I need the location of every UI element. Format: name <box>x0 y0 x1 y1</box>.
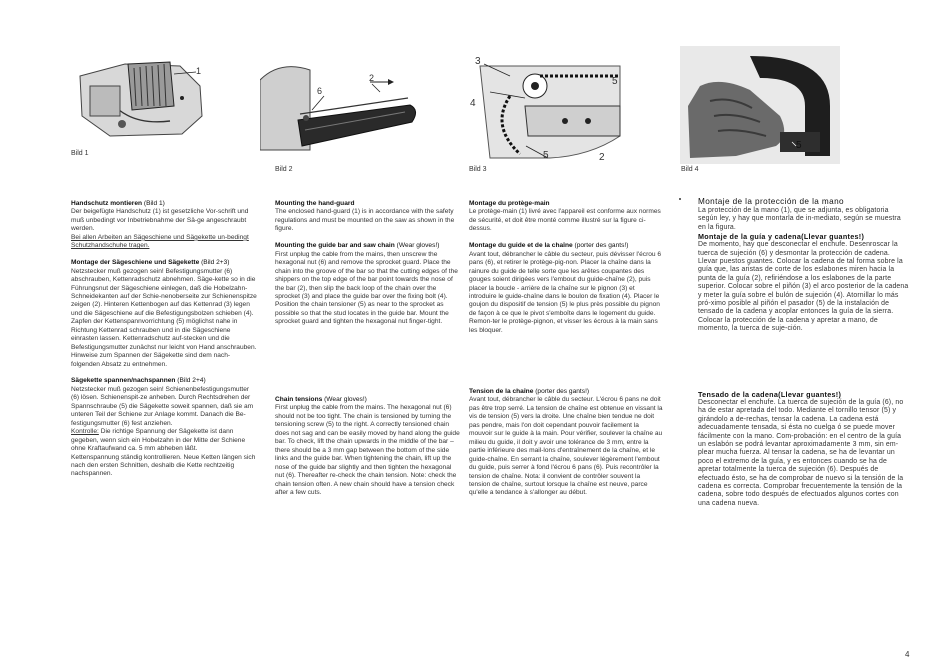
paragraph: Hinweise zum Spannen der Sägekette sind dem nach-folgenden Absatz zu entnehmen. <box>71 352 231 368</box>
paragraph: First unplug the cable from the mains. The hexagonal nut (6) should not be too tight. The chain is tensioned by turning the tensioning screw (5) to the right. A correctly tensioned chain does not sag and can be easily moved by hand along the guide bar. To check, lift the chain upwards in the middle of the bar – there should be a 3 mm gap between the bottom of the side links and the guide bar. When tightening the chain, lift up the nose of the guide bar slightly and then tighten the hexagonal nut (6). Thereafter re-check the chain tension. Note: check the chain tension often. A new chain should have a tension check after a few cuts. <box>275 404 460 496</box>
warning-paragraph: Bei allen Arbeiten an Sägeschiene und Sägekette un-bedingt Schutzhandschuhe tragen. <box>71 233 249 250</box>
paragraph: Kettenspannung ständig kontrollieren. Neue Ketten längen sich nach den ersten Schnitten, deshalb die Kette rechtzeitig nachspannen. <box>71 453 256 478</box>
paragraph: Netzstecker muß gezogen sein! Befestigungsmutter (6) abschrauben, Kettenradschutz abnehmen. Säge-kette so in die Führungsnut der Sägeschiene einlegen, daß die Hobelzahn-Schneidekanten auf der Schie-nenoberseite zur Schienenspitze zeigen (2). Hinteren Kettenbogen auf das Kettenrad (3) legen und die Sägeschiene auf die Befestigungsbolzen schieben (4). Zapfen der Kettenspannvorrichtung (5) möglichst nahe in Richtung Kettenrad schrauben und in die Sägeschiene einrasten lassen. Kettenradschutz auf-stecken und die Befestigungsmutter zunächst nur leicht von Hand anschrauben. <box>71 267 257 351</box>
callout-label: 3 <box>475 56 481 67</box>
section-heading: Chain tensions (Wear gloves!) <box>275 396 367 403</box>
column-spanish-2 <box>698 390 910 508</box>
column-german <box>71 200 259 479</box>
page-number: 4 <box>905 650 910 659</box>
callout-label: 6 <box>317 86 323 96</box>
column-spanish <box>698 197 910 334</box>
column-french <box>469 200 663 335</box>
callout-label: 2 <box>369 73 375 83</box>
paragraph: First unplug the cable from the mains, then unscrew the hexagonal nut (6) and remove the sprocket guard. Place the chain into the groove of the bar so that the cutting edges of the shippers on the top edge of the bar point towards the nose of the bar (2), then slip the back loop of the chain over the sprocket (3) and place the guide bar over the fixing bolt (4). Position the chain tensioner (5) as near to the sprocket as possible so that the stud locates in the guide bar. Mount the sprocket guard and tighten the hexagonal nut finger-tight. <box>275 250 458 326</box>
paragraph: De momento, hay que desconectar el enchufe. Desenroscar la tuerca de sujeción (6) y desmontar la protección de cadena. Llevar puestos guantes. Colocar la cadena de tal forma sobre la guía que, las aristas de corte de los eslabones miren hacia la punta de la guía (2), refiriéndose a los eslabones de la parte superior. Colocar sobre el piñón (3) el arco posterior de la cadena y meter la guía sobre el bulón de sujeción (4). Atornillar lo más pró-ximo posible al piñón el pasador (5) de la instalación de tensado de la cadena y acoplar entonces la guía de la sierra. Colocar la protección de la cadena y apretar a mano, de momento, la tuerca de suje-ción. <box>698 241 909 333</box>
callout-label: 5 <box>543 150 549 161</box>
section-heading: Tension de la chaîne (porter des gants!) <box>469 388 590 395</box>
figure-caption: Bild 1 <box>71 150 89 157</box>
section-heading: Montage der Sägeschiene und Sägekette (Bild 2+3) <box>71 259 230 267</box>
paragraph: Desconectar el enchufe. La tuerca de sujeción de la guía (6), no ha de estar apretada del todo. Mediante el tornillo tensor (5) y girándolo a de-rechas, tensar la cadena. La cadena está adecuadamente tensada, si ésta no cuelga ó se puede mover fácilmente con la mano. Com-probación: en el centro de la guía un eslabón se podrá levantar aproximadamente 3 mm, sin em-plear mucha fuerza. Al tensar la cadena, se ha de levantar un poco el extremo de la guía, y es entonces cuando se ha de apretar totalmente la tuerca de sujeción (6). Después de efectuado ésto, se ha de comprobar de nuevo si la tensión de la cadena es correcta. Comprobar frecuentemente la tensión de la cadena, sobre todo después de efectuados algunos cortes con una cadena nueva. <box>698 399 904 507</box>
paragraph: The enclosed hand-guard (1) is in accordance with the safety regulations and must be mounted on the saw as shown in the figure. <box>275 208 455 233</box>
section-heading: Montaje de la guía y cadena(Llevar guantes!) <box>698 232 865 242</box>
callout-label: 5 <box>796 140 802 151</box>
stray-dot <box>679 198 681 200</box>
callout-label: 5 <box>612 76 618 87</box>
figure-caption: Bild 2 <box>275 166 293 173</box>
paragraph: La protección de la mano (1), que se adjunta, es obligatoria según ley, y hay que montarla de in-mediato, según se muestra en la figura. <box>698 207 901 231</box>
section-heading: Mounting the guide bar and saw chain (Wear gloves!) <box>275 242 440 250</box>
column-english-2 <box>275 396 461 497</box>
paragraph: Avant tout, débrancher le câble du secteur, puis dévisser l'écrou 6 pans (6), et retirer le protège-pig-non. Placer la chaîne dans la rainure du guide de telle sorte que les arêtes coupantes des gouges soient dirigées vers l'embout du guide-chaîne (2), puis placer la boucle - arrière de la chaîne sur le pignon (3) et introduire le guide-chaîne dans le boulon de fixation (4). Placer le goujon du dispositif de tension (5) le plus près possible du pignon de façon à ce que le pivot s'emboîte dans le logement du guide. Remon-ter le protège-pignon, et visser les écrous à la main sans les bloquer. <box>469 250 662 334</box>
figure-caption: Bild 3 <box>469 166 487 173</box>
figure-bild-4 <box>680 46 840 164</box>
paragraph: Der beigefügte Handschutz (1) ist gesetzliche Vor-schrift und muß unbedingt vor Inbetriebnahme der Sä-ge angeschraubt werden. <box>71 208 249 233</box>
column-english <box>275 200 461 327</box>
section-heading: Montaje de la protección de la mano <box>698 197 844 206</box>
column-french-2 <box>469 388 663 498</box>
figure-bild-1 <box>70 46 220 146</box>
section-heading: Handschutz montieren (Bild 1) <box>71 200 165 207</box>
paragraph: Avant tout, débrancher le câble du secteur. L'écrou 6 pans ne doit pas être trop serré. La tension de chaîne est obtenue en vissant la vis de tension (5) vers la droite. Une chaîne bien tendue ne doit pas pendre, mais l'on doit cependant pouvoir facilement la mouvoir sur le guide à la main. Pour vérifier, soulever la chaîne au milieu du guide, il doit y avoir une tolérance de 3 mm, entre la partie inférieure des mail-lons d'entraînement de la chaîne, et le guide-chaîne. En serrant la chaîne, soulever légèrement l'embout du guide, puis serrer à fond l'écrou 6 pans (6). Puis recontrôler la tension de chaîne. Nota: il convient de contrôler souvent la tension de chaîne, surtout lorsque la chaîne est neuve, parce qu'elle a tendance à s'allonger au début. <box>469 396 663 497</box>
paragraph: Kontrolle: Die richtige Spannung der Sägekette ist dann gegeben, wenn sich ein Hobelzahn in der Mitte der Schiene ohne Kraftaufwand ca. 5 mm abheben läßt. <box>71 428 246 453</box>
section-heading: Montage du protège-main <box>469 200 550 207</box>
paragraph: Le protège-main (1) livré avec l'appareil est conforme aux normes de sécurité, et doit être monté comme illustré sur la figure ci-dessus. <box>469 208 661 233</box>
section-heading: Tensado de la cadena(Llevar guantes!) <box>698 390 842 399</box>
paragraph: Netzstecker muß gezogen sein! Schienenbefestigungsmutter (6) lösen. Schienenspit-ze anheben. Durch Rechtsdrehen der Spannschraube (5) die Sägekette soweit spannen, daß sie am unteren Teil der Schiene zur Anlage kommt. Danach die Be-festigungsmutter (6) fest anziehen. <box>71 385 254 427</box>
section-heading: Montage du guide et de la chaîne (porter des gants!) <box>469 242 629 250</box>
callout-label: 4 <box>470 98 476 109</box>
figure-caption: Bild 4 <box>681 166 699 173</box>
callout-label: 1 <box>196 66 202 76</box>
section-heading: Sägekette spannen/nachspannen (Bild 2+4) <box>71 377 206 385</box>
section-heading: Mounting the hand-guard <box>275 200 355 207</box>
callout-label: 2 <box>599 152 605 163</box>
figure-bild-2 <box>260 50 425 162</box>
figure-bild-3 <box>470 46 630 164</box>
